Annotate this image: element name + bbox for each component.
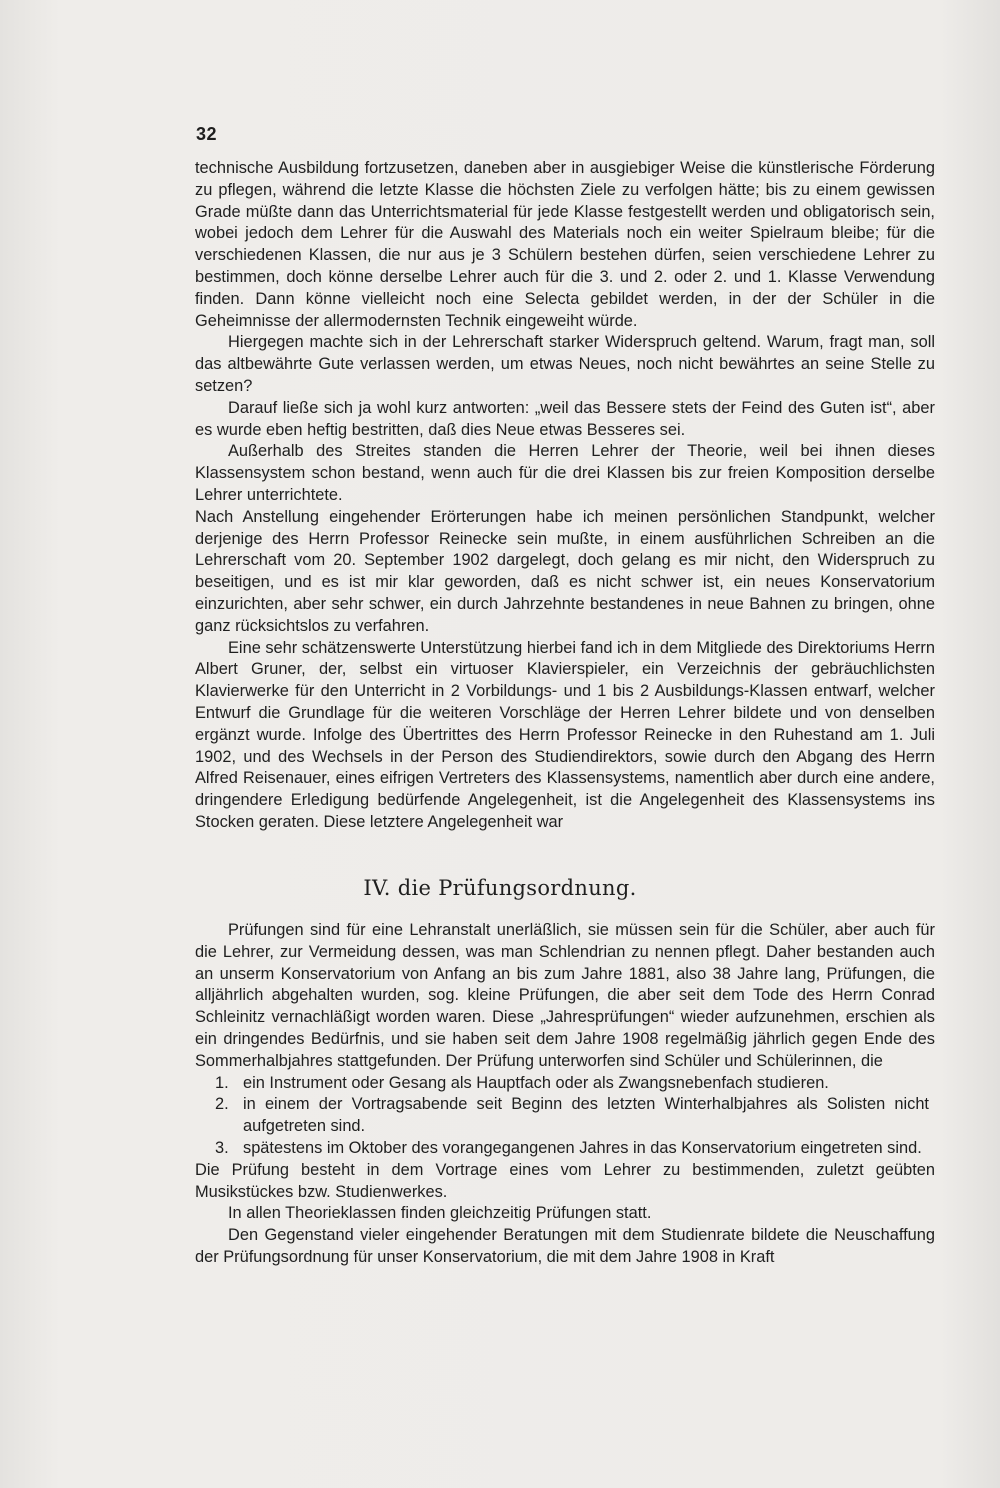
list-item: [195, 1138, 935, 1160]
paragraph: Darauf ließe sich ja wohl kurz antworten: „weil das Bessere stets der Feind des Guten ist“, aber es wurde eben heftig bestritten, daß dies Neue etwas Besseres sei.: [195, 398, 935, 439]
list-item: [195, 1073, 935, 1095]
paragraph: Hiergegen machte sich in der Lehrerschaft starker Widerspruch geltend. Warum, fragt man, soll das altbewährte Gute verlassen werden, um etwas Neues, noch nicht bewährtes an seine Stelle zu setzen?: [195, 333, 935, 395]
paragraph: technische Ausbildung fortzusetzen, daneben aber in ausgiebiger Weise die künstlerische Förderung zu pflegen, während die letzte Klasse die höchsten Ziele zu verfolgen hätte; bis zu einem gewissen Grade müßte dann das Unterrichtsmaterial für jede Klasse festgestellt werden und obligatorisch sein, wobei jedoch dem Lehrer für die Auswahl des Materials noch ein weiter Spielraum bleibe; für die verschiedenen Klassen, die nur aus je 3 Schülern bestehen dürfen, seien verschiedene Lehrer zu bestimmen, doch könne derselbe Lehrer auch für die 3. und 2. oder 2. und 1. Klasse Verwendung finden. Dann könne vielleicht noch eine Selecta gebildet werden, in der der Schüler in die Geheimnisse der allermodernsten Technik eingeweiht würde.: [195, 159, 935, 330]
list-item: [195, 1094, 935, 1138]
paragraph: Den Gegenstand vieler eingehender Beratungen mit dem Studienrate bildete die Neuschaffung der Prüfungsordnung für unser Konservatorium, die mit dem Jahre 1908 in Kraft: [195, 1226, 935, 1266]
section-text-lower: [195, 920, 935, 1269]
list-number: 1.: [215, 1073, 229, 1092]
list-text: ein Instrument oder Gesang als Hauptfach oder als Zwangsnebenfach studieren.: [243, 1073, 829, 1092]
section-text-upper: [195, 158, 935, 834]
list-number: 2.: [215, 1095, 229, 1114]
paragraph: In allen Theorieklassen finden gleichzeitig Prüfungen statt.: [228, 1204, 652, 1223]
list-number: 3.: [215, 1138, 229, 1157]
page-number: 32: [196, 124, 218, 144]
paragraph: Außerhalb des Streites standen die Herren Lehrer der Theorie, weil bei ihnen dieses Klassensystem schon bestand, wenn auch für die drei Klassen bis zur freien Komposition derselbe Lehrer unterrichtete.: [195, 442, 935, 504]
section-heading: IV. die Prüfungsordnung.: [363, 876, 637, 900]
paragraph: Eine sehr schätzenswerte Unterstützung hierbei fand ich in dem Mitgliede des Direktoriums Herrn Albert Gruner, der, selbst ein virtuoser Klavierspieler, ein Verzeichnis der gebräuchlichsten Klavierwerke für den Unterricht in 2 Vorbildungs- und 1 bis 2 Ausbildungs-Klassen entwarf, welcher Entwurf die Grundlage für die weiteren Vorschläge der Herren Lehrer bildete und von denselben ergänzt wurde. Infolge des Übertrittes des Herrn Professor Reinecke in den Ruhestand am 1. Juli 1902, und des Wechsels in der Person des Studiendirektors, sowie durch den Abgang des Herrn Alfred Reisenauer, eines eifrigen Vertreters des Klassensystems, namentlich aber durch eine andere, dringendere Erledigung bedürfende Angelegenheit, ist die Angelegenheit des Klassensystems ins Stocken geraten. Diese letztere Angelegenheit war: [195, 638, 935, 831]
list-text: spätestens im Oktober des vorangegangenen Jahres in das Konservatorium eingetreten sind.: [243, 1138, 922, 1157]
paragraph: Prüfungen sind für eine Lehranstalt unerläßlich, sie müssen sein für die Schüler, aber auch für die Lehrer, zur Vermeidung dessen, was man Schlendrian zu nennen pflegt. Daher bestanden auch an unserm Konservatorium von Anfang an bis zum Jahre 1881, also 38 Jahre lang, Prüfungen, die alljährlich abgehalten wurden, sog. kleine Prüfungen, die aber seit dem Tode des Herrn Conrad Schleinitz vernachläßigt worden waren. Diese „Jahresprüfungen“ wieder aufzunehmen, erschien als ein dringendes Bedürfnis, und sie haben seit dem Jahre 1908 regelmäßig jährlich gegen Ende des Sommerhalbjahres stattgefunden. Der Prüfung unterworfen sind Schüler und Schülerinnen, die: [195, 921, 935, 1070]
requirements-list: [195, 1073, 935, 1160]
paragraph: Nach Anstellung eingehender Erörterungen habe ich meinen persönlichen Standpunkt, welcher derjenige des Herrn Professor Reinecke sein mußte, in einem ausführlichen Schreiben an die Lehrerschaft vom 20. September 1902 dargelegt, doch gelang es mir nicht, den Widerspruch zu beseitigen, und es ist mir klar geworden, daß es nicht schwer ist, ein neues Konservatorium einzurichten, aber sehr schwer, ein durch Jahrzehnte bestandenes in neue Bahnen zu bringen, ohne ganz rücksichtslos zu verfahren.: [195, 507, 935, 635]
list-text: in einem der Vortragsabende seit Beginn des letzten Winterhalbjahres als Solisten nicht aufgetreten sind.: [243, 1095, 929, 1136]
paragraph: Die Prüfung besteht in dem Vortrage eines vom Lehrer zu bestimmenden, zuletzt geübten Musikstückes bzw. Studienwerkes.: [195, 1160, 935, 1201]
